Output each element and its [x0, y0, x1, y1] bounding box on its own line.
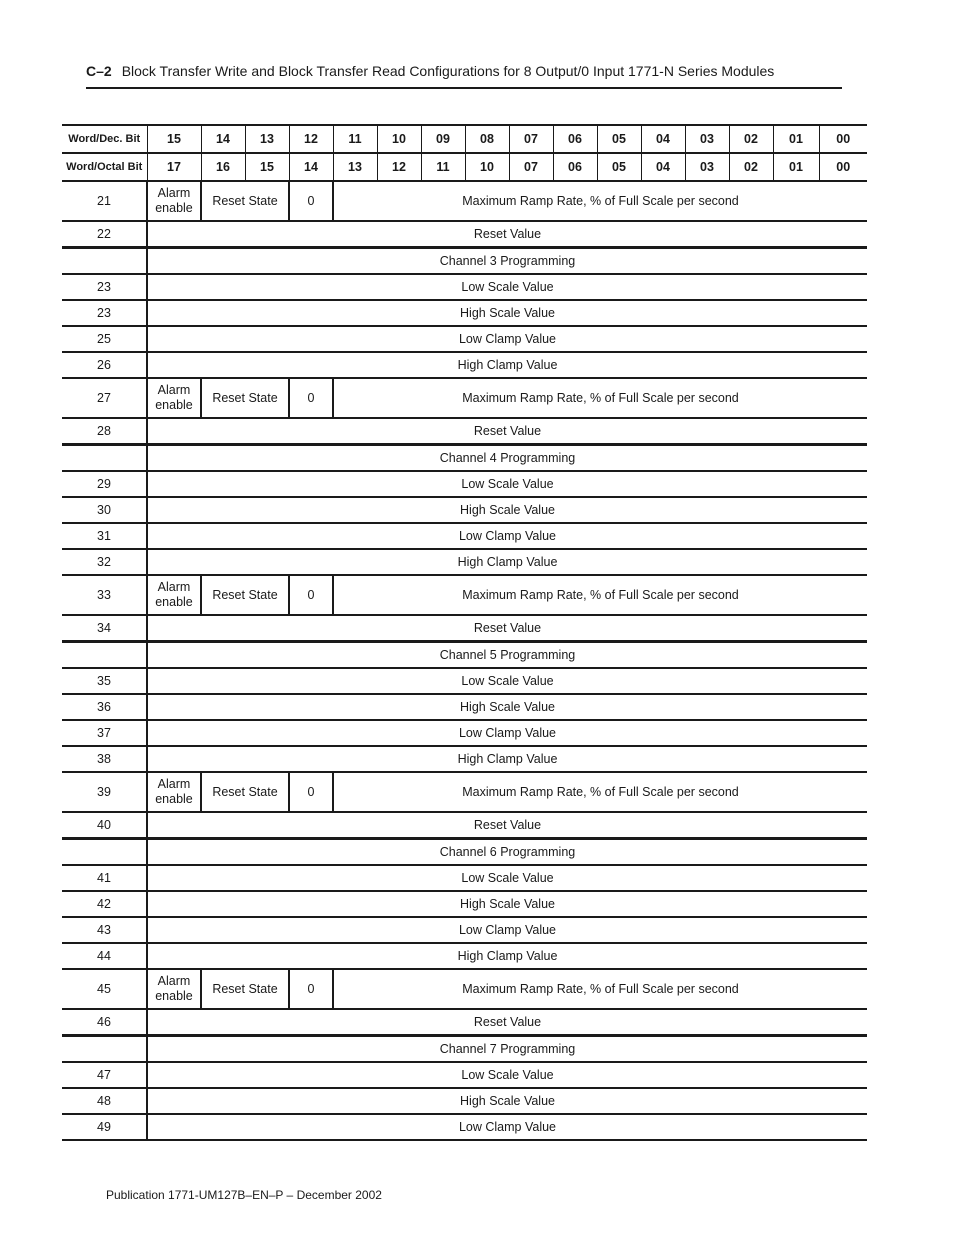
value-cell: Low Scale Value	[147, 1062, 867, 1088]
word-number: 23	[62, 300, 147, 326]
value-row	[62, 326, 867, 352]
zero-bit-cell: 0	[289, 575, 333, 615]
oct-bit-8: 07	[509, 153, 553, 181]
ramp-rate-row	[62, 772, 867, 812]
channel-heading-row	[62, 445, 867, 472]
word-number: 27	[62, 378, 147, 418]
oct-bit-12: 03	[685, 153, 729, 181]
alarm-enable-cell: Alarm enable	[147, 378, 201, 418]
oct-bit-6: 11	[421, 153, 465, 181]
value-cell: Reset Value	[147, 1009, 867, 1036]
oct-bit-label: Word/Octal Bit	[62, 153, 147, 181]
value-row	[62, 917, 867, 943]
value-row	[62, 1088, 867, 1114]
word-number: 29	[62, 471, 147, 497]
reset-state-cell: Reset State	[201, 378, 289, 418]
oct-bit-2: 15	[245, 153, 289, 181]
value-cell: Low Scale Value	[147, 668, 867, 694]
ramp-rate-row	[62, 378, 867, 418]
value-cell: High Scale Value	[147, 300, 867, 326]
blank-word-cell	[62, 248, 147, 275]
dec-bit-3: 12	[289, 125, 333, 153]
publication-footer: Publication 1771-UM127B–EN–P – December 2002	[106, 1188, 382, 1202]
dec-bit-7: 08	[465, 125, 509, 153]
oct-bit-10: 05	[597, 153, 641, 181]
dec-bit-4: 11	[333, 125, 377, 153]
dec-bit-0: 15	[147, 125, 201, 153]
value-row	[62, 497, 867, 523]
blank-word-cell	[62, 1036, 147, 1063]
value-cell: High Scale Value	[147, 694, 867, 720]
reset-state-cell: Reset State	[201, 772, 289, 812]
channel-heading: Channel 6 Programming	[147, 839, 867, 866]
blank-word-cell	[62, 642, 147, 669]
dec-bit-1: 14	[201, 125, 245, 153]
oct-bit-3: 14	[289, 153, 333, 181]
max-ramp-rate-cell: Maximum Ramp Rate, % of Full Scale per second	[333, 969, 867, 1009]
word-number: 35	[62, 668, 147, 694]
dec-bit-15: 00	[819, 125, 867, 153]
oct-bit-7: 10	[465, 153, 509, 181]
dec-bit-5: 10	[377, 125, 421, 153]
value-cell: Reset Value	[147, 812, 867, 839]
zero-bit-cell: 0	[289, 969, 333, 1009]
oct-bit-0: 17	[147, 153, 201, 181]
dec-bit-14: 01	[773, 125, 819, 153]
max-ramp-rate-cell: Maximum Ramp Rate, % of Full Scale per second	[333, 575, 867, 615]
word-number: 21	[62, 181, 147, 221]
word-number: 30	[62, 497, 147, 523]
value-cell: Reset Value	[147, 615, 867, 642]
max-ramp-rate-cell: Maximum Ramp Rate, % of Full Scale per second	[333, 378, 867, 418]
alarm-enable-cell: Alarm enable	[147, 969, 201, 1009]
word-number: 34	[62, 615, 147, 642]
word-number: 44	[62, 943, 147, 969]
value-cell: High Clamp Value	[147, 549, 867, 575]
value-row	[62, 694, 867, 720]
value-row	[62, 812, 867, 839]
value-cell: High Scale Value	[147, 497, 867, 523]
dec-bit-label: Word/Dec. Bit	[62, 125, 147, 153]
value-cell: Low Clamp Value	[147, 720, 867, 746]
value-cell: High Scale Value	[147, 891, 867, 917]
value-row	[62, 1062, 867, 1088]
dec-bit-6: 09	[421, 125, 465, 153]
word-number: 49	[62, 1114, 147, 1140]
word-number: 46	[62, 1009, 147, 1036]
zero-bit-cell: 0	[289, 181, 333, 221]
value-cell: High Clamp Value	[147, 746, 867, 772]
blank-word-cell	[62, 839, 147, 866]
value-cell: Low Scale Value	[147, 865, 867, 891]
value-row	[62, 471, 867, 497]
ramp-rate-row	[62, 575, 867, 615]
ramp-rate-row	[62, 969, 867, 1009]
value-row	[62, 720, 867, 746]
value-cell: High Clamp Value	[147, 352, 867, 378]
value-row	[62, 352, 867, 378]
word-number: 47	[62, 1062, 147, 1088]
word-number: 39	[62, 772, 147, 812]
blank-word-cell	[62, 445, 147, 472]
value-cell: High Clamp Value	[147, 943, 867, 969]
channel-heading-row	[62, 642, 867, 669]
zero-bit-cell: 0	[289, 772, 333, 812]
value-row	[62, 891, 867, 917]
word-number: 37	[62, 720, 147, 746]
word-number: 43	[62, 917, 147, 943]
channel-heading-row	[62, 248, 867, 275]
reset-state-cell: Reset State	[201, 181, 289, 221]
reset-state-cell: Reset State	[201, 969, 289, 1009]
alarm-enable-cell: Alarm enable	[147, 575, 201, 615]
dec-bit-8: 07	[509, 125, 553, 153]
oct-bit-11: 04	[641, 153, 685, 181]
channel-heading: Channel 3 Programming	[147, 248, 867, 275]
oct-bit-14: 01	[773, 153, 819, 181]
zero-bit-cell: 0	[289, 378, 333, 418]
value-cell: Low Scale Value	[147, 471, 867, 497]
oct-bit-header-row	[62, 153, 867, 181]
value-row	[62, 523, 867, 549]
value-cell: Low Clamp Value	[147, 917, 867, 943]
word-number: 42	[62, 891, 147, 917]
channel-heading-row	[62, 1036, 867, 1063]
page-title: Block Transfer Write and Block Transfer Read Configurations for 8 Output/0 Input 1771-N Series Modules	[121, 63, 775, 79]
page-number: C–2	[86, 63, 112, 79]
oct-bit-9: 06	[553, 153, 597, 181]
value-row	[62, 1114, 867, 1140]
word-number: 36	[62, 694, 147, 720]
word-number: 38	[62, 746, 147, 772]
alarm-enable-cell: Alarm enable	[147, 181, 201, 221]
word-number: 28	[62, 418, 147, 445]
word-number: 32	[62, 549, 147, 575]
word-number: 31	[62, 523, 147, 549]
word-number: 40	[62, 812, 147, 839]
value-row	[62, 1009, 867, 1036]
value-row	[62, 865, 867, 891]
channel-heading: Channel 4 Programming	[147, 445, 867, 472]
channel-heading: Channel 5 Programming	[147, 642, 867, 669]
word-number: 41	[62, 865, 147, 891]
dec-bit-2: 13	[245, 125, 289, 153]
value-row	[62, 668, 867, 694]
oct-bit-4: 13	[333, 153, 377, 181]
value-cell: Reset Value	[147, 418, 867, 445]
value-row	[62, 274, 867, 300]
word-number: 26	[62, 352, 147, 378]
configuration-table	[62, 124, 867, 1141]
oct-bit-1: 16	[201, 153, 245, 181]
alarm-enable-cell: Alarm enable	[147, 772, 201, 812]
dec-bit-10: 05	[597, 125, 641, 153]
word-number: 45	[62, 969, 147, 1009]
channel-heading-row	[62, 839, 867, 866]
value-cell: Low Clamp Value	[147, 326, 867, 352]
value-cell: Low Clamp Value	[147, 523, 867, 549]
word-number: 48	[62, 1088, 147, 1114]
dec-bit-11: 04	[641, 125, 685, 153]
dec-bit-header-row	[62, 125, 867, 153]
value-cell: High Scale Value	[147, 1088, 867, 1114]
value-row	[62, 549, 867, 575]
value-cell: Reset Value	[147, 221, 867, 248]
value-row	[62, 221, 867, 248]
dec-bit-12: 03	[685, 125, 729, 153]
word-number: 23	[62, 274, 147, 300]
reset-state-cell: Reset State	[201, 575, 289, 615]
channel-heading: Channel 7 Programming	[147, 1036, 867, 1063]
oct-bit-5: 12	[377, 153, 421, 181]
ramp-rate-row	[62, 181, 867, 221]
value-row	[62, 943, 867, 969]
oct-bit-13: 02	[729, 153, 773, 181]
max-ramp-rate-cell: Maximum Ramp Rate, % of Full Scale per second	[333, 181, 867, 221]
value-row	[62, 615, 867, 642]
dec-bit-9: 06	[553, 125, 597, 153]
value-row	[62, 300, 867, 326]
word-number: 25	[62, 326, 147, 352]
word-number: 33	[62, 575, 147, 615]
value-row	[62, 746, 867, 772]
dec-bit-13: 02	[729, 125, 773, 153]
value-row	[62, 418, 867, 445]
value-cell: Low Scale Value	[147, 274, 867, 300]
value-cell: Low Clamp Value	[147, 1114, 867, 1140]
max-ramp-rate-cell: Maximum Ramp Rate, % of Full Scale per second	[333, 772, 867, 812]
page-header	[86, 63, 842, 89]
oct-bit-15: 00	[819, 153, 867, 181]
word-number: 22	[62, 221, 147, 248]
